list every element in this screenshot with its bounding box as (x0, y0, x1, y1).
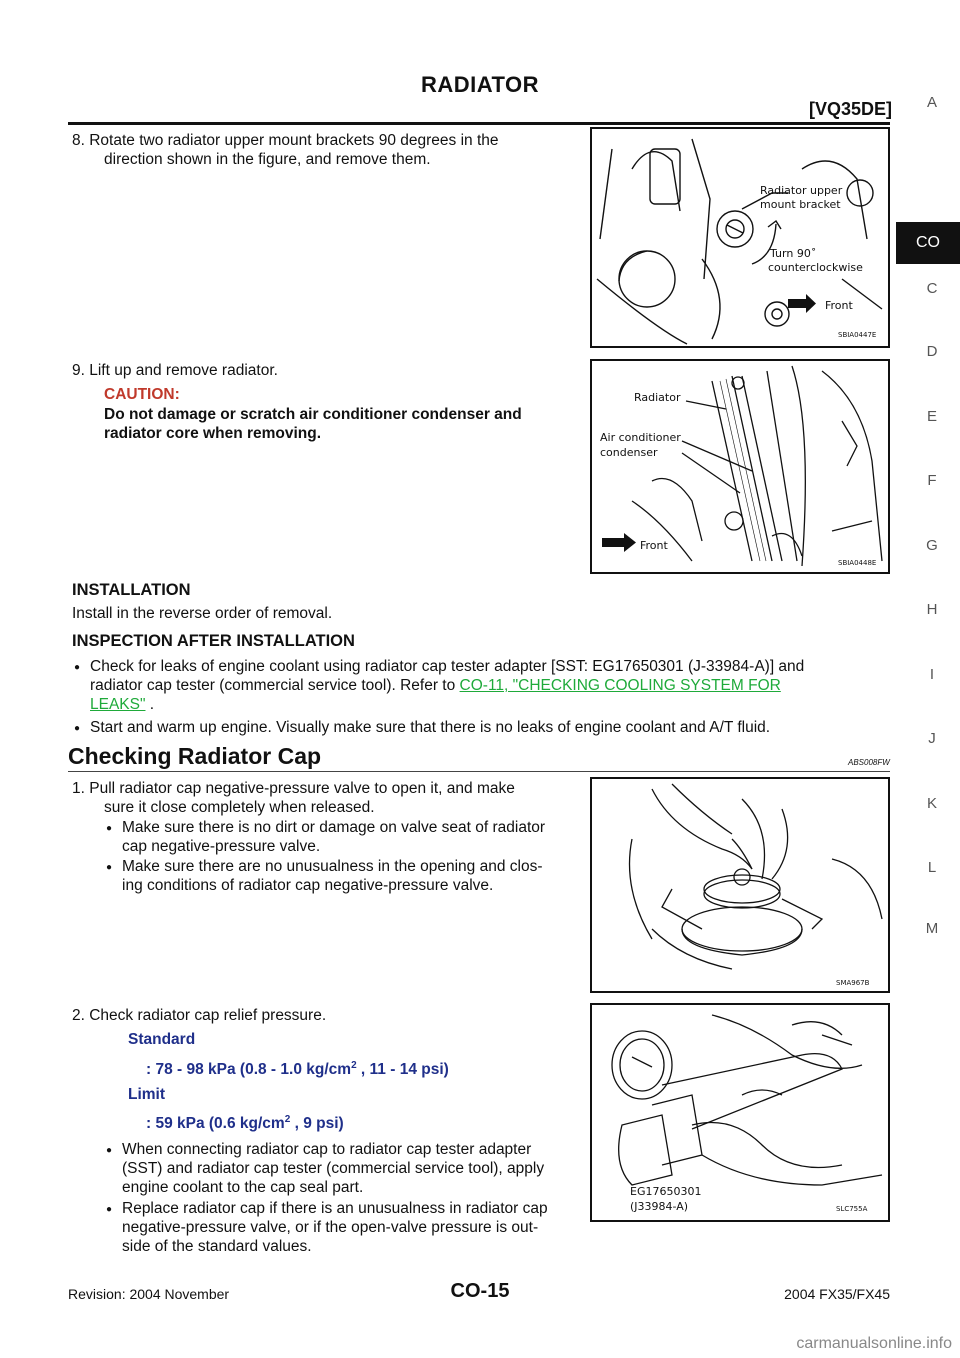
engine-code: [VQ35DE] (808, 99, 892, 119)
step-9-text: 9. Lift up and remove radiator. (72, 362, 278, 379)
step-8-line-2: direction shown in the figure, and remove them. (104, 151, 431, 168)
limit-value-b: , 9 psi) (290, 1115, 344, 1133)
check-bullet-4-line-1: Replace radiator cap if there is an unusualness in radiator cap (122, 1200, 548, 1217)
page-title: RADIATOR (420, 72, 540, 97)
check-bullet-1-line-1: Make sure there is no dirt or damage on valve seat of radiator (122, 819, 546, 836)
leak-check-link-cont[interactable]: LEAKS" (90, 696, 146, 713)
figure-radiator-bracket (590, 127, 890, 348)
label-ac-1: Air conditioner (600, 431, 681, 444)
check-bullet-4-line-2: negative-pressure valve, or if the open-valve pressure is out- (122, 1219, 539, 1236)
check-bullet-1-line-2: cap negative-pressure valve. (122, 838, 321, 855)
limit-value (146, 1114, 344, 1133)
header-divider (68, 122, 890, 125)
installation-heading: INSTALLATION (72, 581, 191, 599)
section-doc-id: ABS008FW (848, 758, 890, 767)
label-front: Front (825, 299, 853, 312)
footer-page-number: CO-15 (450, 1280, 510, 1302)
cap-tester-illustration (592, 1005, 888, 1220)
front-arrow-icon (602, 533, 636, 552)
inspection-bullet-1-line-3 (90, 695, 154, 714)
bullet-icon: ● (106, 862, 113, 873)
label-turn-2: counterclockwise (768, 261, 863, 274)
inspection-bullet-2: Start and warm up engine. Visually make sure that there is no leaks of engine coolant and A/T fluid. (90, 719, 771, 736)
side-index-active-tab[interactable]: CO (896, 222, 960, 264)
label-tool-2: (J33984-A) (630, 1200, 689, 1213)
side-index-i[interactable]: I (929, 666, 935, 683)
figure-id: SBIA0448E (838, 559, 877, 567)
limit-value-sup: 2 (284, 1114, 291, 1125)
side-index-d[interactable]: D (926, 343, 938, 360)
check-bullet-3-line-3: engine coolant to the cap seal part. (122, 1179, 364, 1196)
label-tool-1: EG17650301 (630, 1185, 702, 1198)
caution-line-1: Do not damage or scratch air conditioner condenser and (104, 406, 522, 423)
label-bracket-1: Radiator upper (760, 184, 843, 197)
standard-value (146, 1060, 449, 1079)
check-step-1-line-1: 1. Pull radiator cap negative-pressure valve to open it, and make (72, 780, 515, 797)
side-index-c[interactable]: C (926, 280, 938, 297)
watermark: carmanualsonline.info (796, 1335, 952, 1352)
checking-radiator-cap-heading: Checking Radiator Cap (68, 743, 322, 769)
cap-valve-illustration (592, 779, 888, 991)
bullet-icon: ● (74, 723, 81, 734)
front-arrow-icon (788, 294, 816, 313)
caution-line-2: radiator core when removing. (104, 425, 322, 442)
inspection-bullet-1-line-1: Check for leaks of engine coolant using radiator cap tester adapter [SST: EG17650301 (J-33984-A)] and (90, 658, 805, 675)
side-index-h[interactable]: H (926, 601, 938, 618)
side-index-g[interactable]: G (926, 537, 938, 554)
standard-value-sup: 2 (351, 1060, 357, 1071)
inspection-bullet-1-text: radiator cap tester (commercial service tool). Refer to (90, 677, 460, 694)
standard-value-a: : 78 - 98 kPa (0.8 - 1.0 kg/cm (146, 1061, 352, 1079)
figure-id: SMA967B (836, 979, 870, 987)
bullet-icon: ● (74, 662, 81, 673)
limit-label: Limit (128, 1086, 166, 1103)
label-radiator: Radiator (634, 391, 681, 404)
label-front: Front (640, 539, 668, 552)
label-bracket-2: mount bracket (760, 198, 841, 211)
check-bullet-4-line-3: side of the standard values. (122, 1238, 312, 1255)
side-index-e[interactable]: E (926, 408, 937, 425)
side-index-m[interactable]: M (925, 920, 939, 937)
leak-check-link[interactable]: CO-11, "CHECKING COOLING SYSTEM FOR (459, 677, 781, 694)
standard-label: Standard (128, 1031, 196, 1048)
radiator-removal-illustration (592, 361, 888, 572)
check-step-1-line-2: sure it close completely when released. (104, 799, 375, 816)
figure-id: SLC755A (836, 1205, 868, 1213)
section-divider (68, 771, 890, 772)
caution-title: CAUTION: (104, 386, 180, 403)
label-ac-2: condenser (600, 446, 658, 459)
side-index-f[interactable]: F (927, 472, 937, 489)
label-turn-1: Turn 90˚ (770, 247, 817, 260)
footer-model: 2004 FX35/FX45 (784, 1286, 890, 1302)
bullet-icon: ● (106, 1204, 113, 1215)
check-bullet-2-line-1: Make sure there are no unusualness in the opening and clos- (122, 858, 543, 875)
figure-cap-tester (590, 1003, 890, 1222)
standard-value-b: , 11 - 14 psi) (356, 1061, 449, 1079)
limit-value-a: : 59 kPa (0.6 kg/cm (146, 1115, 285, 1133)
figure-radiator-removal (590, 359, 890, 574)
check-bullet-3-line-1: When connecting radiator cap to radiator cap tester adapter (122, 1141, 532, 1158)
installation-text: Install in the reverse order of removal. (72, 605, 333, 622)
check-step-2: 2. Check radiator cap relief pressure. (72, 1007, 327, 1024)
bullet-icon: ● (106, 823, 113, 834)
side-index-l[interactable]: L (927, 859, 937, 876)
inspection-bullet-1-line-2 (90, 676, 781, 695)
side-index-k[interactable]: K (926, 795, 937, 812)
inspection-heading: INSPECTION AFTER INSTALLATION (72, 632, 355, 650)
bullet-icon: ● (106, 1145, 113, 1156)
side-index-a[interactable]: A (926, 94, 937, 111)
check-bullet-2-line-2: ing conditions of radiator cap negative-pressure valve. (122, 877, 494, 894)
check-bullet-3-line-2: (SST) and radiator cap tester (commercial service tool), apply (122, 1160, 545, 1177)
figure-id: SBIA0447E (838, 331, 877, 339)
radiator-bracket-illustration (592, 129, 888, 346)
inspection-bullet-1-end: . (145, 696, 155, 713)
side-index-j[interactable]: J (928, 730, 936, 747)
step-8-line-1: 8. Rotate two radiator upper mount brackets 90 degrees in the (72, 132, 499, 149)
footer-revision: Revision: 2004 November (68, 1286, 230, 1302)
figure-cap-valve (590, 777, 890, 993)
